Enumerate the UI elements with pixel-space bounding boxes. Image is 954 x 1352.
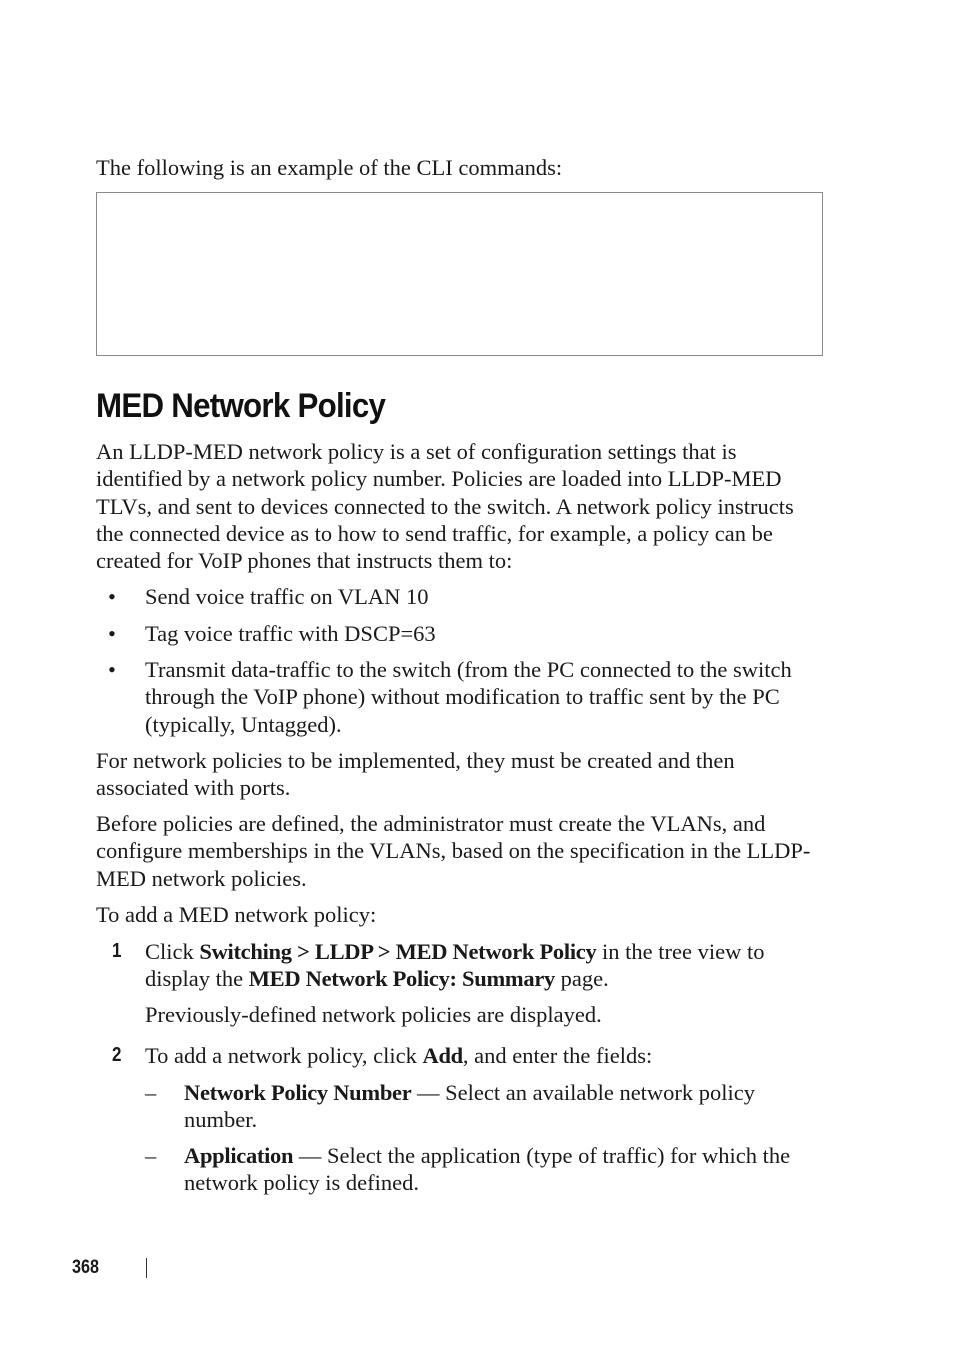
step-text-part: , and enter the fields: bbox=[462, 1043, 653, 1068]
intro-line: The following is an example of the CLI commands: bbox=[96, 155, 563, 180]
bullet-text: Transmit data-traffic to the switch (from the PC connected to the switch through the VoIP phone) without modification to traffic sent by the PC (typically, Untagged). bbox=[145, 657, 792, 737]
section-heading: MED Network Policy bbox=[96, 387, 386, 425]
bullet-text: Send voice traffic on VLAN 10 bbox=[145, 584, 429, 609]
field-description bbox=[184, 1142, 824, 1197]
field-description bbox=[184, 1079, 824, 1134]
step-number: 1 bbox=[112, 940, 122, 962]
field-desc: — Select the application (type of traffic) for which the network policy is defined. bbox=[184, 1143, 791, 1196]
step-2-text bbox=[145, 1042, 825, 1069]
step-text-part: in the tree view to display the bbox=[145, 939, 765, 992]
add-label: Add bbox=[422, 1043, 463, 1068]
field-name: Application bbox=[184, 1143, 294, 1168]
step-1-note: Previously-defined network policies are displayed. bbox=[145, 1002, 602, 1027]
step-text-part: Click bbox=[145, 939, 200, 964]
bullet-mark: • bbox=[108, 621, 116, 646]
prerequisite-paragraph: Before policies are defined, the administrator must create the VLANs, and configure memberships in the VLANs, based on the specification in the LLDP-MED network policies. bbox=[96, 811, 811, 891]
step-text-part: page. bbox=[554, 966, 609, 992]
dash-mark: – bbox=[145, 1080, 157, 1105]
step-1-text bbox=[145, 938, 825, 993]
bullet-mark: • bbox=[108, 584, 116, 609]
intro-paragraph: An LLDP-MED network policy is a set of configuration settings that is identified by a network policy number. Policies are loaded into LLDP-MED TLVs, and sent to devices connected to the switch. A network policy instructs the connected device as to how to send traffic, for example, a policy can be created for VoIP phones that instructs them to: bbox=[96, 439, 794, 574]
procedure-intro: To add a MED network policy: bbox=[96, 902, 377, 927]
bullet-mark: • bbox=[108, 657, 116, 682]
implementation-paragraph: For network policies to be implemented, they must be created and then associated with ports. bbox=[96, 748, 735, 801]
step-number: 2 bbox=[112, 1044, 122, 1066]
menu-path: Switching > LLDP > MED Network Policy bbox=[199, 939, 597, 964]
field-desc: — Select an available network policy number. bbox=[184, 1080, 756, 1133]
bullet-text: Tag voice traffic with DSCP=63 bbox=[145, 621, 436, 646]
cli-example-box bbox=[96, 192, 823, 356]
page-number: 368 bbox=[72, 1257, 99, 1278]
dash-mark: – bbox=[145, 1143, 157, 1168]
field-name: Network Policy Number bbox=[184, 1080, 412, 1105]
footer-divider bbox=[146, 1258, 147, 1278]
step-text-part: To add a network policy, click bbox=[145, 1043, 423, 1068]
page-name: MED Network Policy: Summary bbox=[248, 966, 555, 992]
